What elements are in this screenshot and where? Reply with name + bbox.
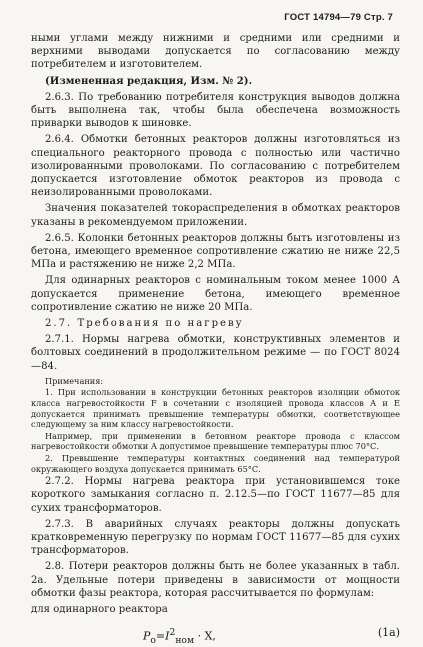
page-header: ГОСТ 14794—79 Стр. 7: [284, 12, 393, 23]
formula: $P_о=I^2_{ном} \cdot X$,: [143, 627, 216, 647]
note-2: 2. Превышение температуры контактных соединений над температурой окружающего воздуха допускается принимать 65°С.: [31, 453, 400, 474]
section-heading-2-7: 2.7. Требования по нагреву: [45, 318, 244, 330]
formula-row: [31, 626, 400, 647]
paragraph: для одинарного реактора: [31, 604, 168, 616]
paragraph-2-6-4: 2.6.4. Обмотки бетонных реакторов должны изготовляться из специального реакторного провода с полностью или частично изолированными проволоками. По согласованию с потребителем допускается изготовление обмоток реакторов из провода с неизолированными проволоками.: [31, 134, 400, 199]
note-1: 1. При использовании в конструкции бетонных реакторов изоляции обмоток класса нагревостойкости F в сочетании с изоляцией провода классов А и Е допускается принимать превышение температуры обмотки, соответствующее следующему за ним классу нагревостойкости.: [31, 387, 400, 430]
revision-note: (Измененная редакция, Изм. № 2).: [45, 75, 253, 87]
paragraph-2-7-3: 2.7.3. В аварийных случаях реакторы должны допускать кратковременную перегрузку по нормам ГОСТ 11677—85 для сухих трансформаторов.: [31, 518, 400, 557]
paragraph: Значения показателей токораспределения в обмотках реакторов указаны в рекомендуемом приложении.: [31, 203, 400, 228]
paragraph-2-6-5: 2.6.5. Колонки бетонных реакторов должны быть изготовлены из бетона, имеющего временное сопротивление сжатию не ниже 22,5 МПа и растяжению не ниже 2,2 МПа.: [31, 232, 400, 271]
paragraph-2-8: 2.8. Потери реакторов должны быть не более указанных в табл. 2а. Удельные потери приведены в зависимости от мощности обмотки фазы реактора, которая рассчитывается по формулам:: [31, 561, 400, 599]
paragraph: ными углами между нижними и средними или средними и верхними выводами допускается по согласованию между потребителем и изготовителем.: [31, 33, 400, 71]
notes-heading: Примечания:: [45, 375, 104, 386]
note-example: Например, при применении в бетонном реакторе провода с классом нагревостойкости обмотки А допустимое превышение температуры плюс 70°С.: [31, 430, 400, 452]
formula-number: (1а): [377, 626, 400, 640]
paragraph: Для одинарных реакторов с номинальным током менее 1000 А допускается применение бетона, имеющего временное сопротивление сжатию не ниже 20 МПа.: [31, 275, 400, 313]
paragraph-2-7-1: 2.7.1. Нормы нагрева обмотки, конструктивных элементов и болтовых соединений в продолжительном режиме — по ГОСТ 8024—84.: [31, 334, 400, 372]
paragraph-2-6-3: 2.6.3. По требованию потребителя конструкция выводов должна быть выполнена так, чтобы была обеспечена возможность приварки выводов к шиновке.: [31, 91, 400, 130]
paragraph-2-7-2: 2.7.2. Нормы нагрева реактора при установившемся токе короткого замыкания согласно п. 2.12.5—по ГОСТ 11677—85 для сухих трансформаторов.: [31, 476, 400, 514]
page-body: [31, 32, 400, 647]
